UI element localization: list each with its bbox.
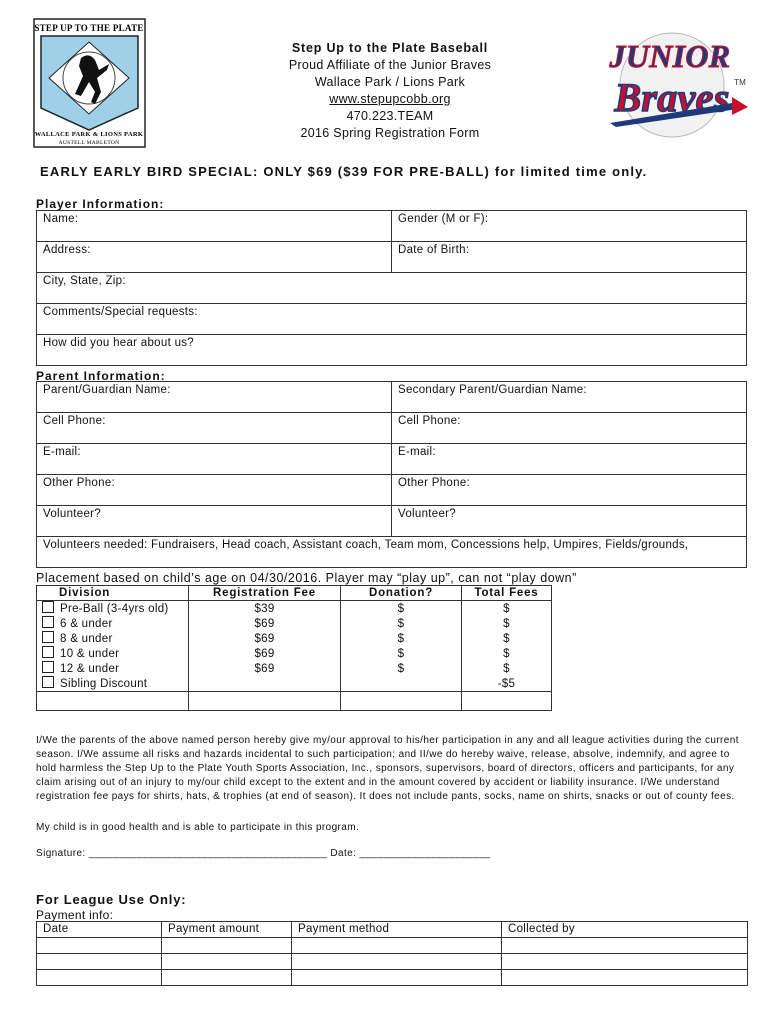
fees-table [36,585,552,711]
form-header [220,40,560,142]
col-payment-amount: Payment amount [162,922,292,938]
website-link[interactable]: www.stepupcobb.org [329,92,451,106]
division-label: Sibling Discount [60,678,148,690]
trademark-text: TM [734,78,747,87]
left-logo-bottom-text1: WALLACE PARK & LIONS PARK [34,131,144,138]
fee-row [37,601,552,617]
fee-value: $69 [189,616,341,631]
fee-row [37,616,552,631]
total-field[interactable]: $ [462,601,552,617]
fee-row [37,646,552,661]
payment-row [37,970,748,986]
col-date: Date [37,922,162,938]
donation-field[interactable] [341,676,462,692]
player-info-heading: Player Information: [36,197,165,211]
payment-info-label: Payment info: [36,908,114,922]
col-division: Division [37,586,189,601]
left-logo-bottom-text2: AUSTELL MABLETON [58,140,120,146]
left-logo-top-text: STEP UP TO THE PLATE [34,23,144,33]
checkbox-12-under[interactable] [42,661,54,673]
total-field[interactable]: $ [462,631,552,646]
volunteer-field-2[interactable]: Volunteer? [392,506,747,537]
fee-value: $69 [189,661,341,676]
parent-info-heading: Parent Information: [36,369,166,383]
gender-field[interactable]: Gender (M or F): [392,211,747,242]
division-label: Pre-Ball (3-4yrs old) [60,603,169,615]
email-field-2[interactable]: E-mail: [392,444,747,475]
hear-about-us-field[interactable]: How did you hear about us? [37,335,747,366]
org-title: Step Up to the Plate Baseball [291,41,489,55]
right-logo-top-text: JUNIOR [609,38,731,74]
comments-field[interactable]: Comments/Special requests: [37,304,747,335]
cell-phone-field-1[interactable]: Cell Phone: [37,413,392,444]
total-field[interactable]: $ [462,646,552,661]
cell-phone-field-2[interactable]: Cell Phone: [392,413,747,444]
payment-table [36,921,748,986]
grand-total-field[interactable] [462,692,552,711]
right-logo-script-text: Braves [614,75,730,120]
address-field[interactable]: Address: [37,242,392,273]
other-phone-field-2[interactable]: Other Phone: [392,475,747,506]
signature-line[interactable]: Signature: ________________________________________ Date: ______________________ [36,848,491,859]
early-bird-special: EARLY EARLY BIRD SPECIAL: ONLY $69 ($39 FOR PRE-BALL) for limited time only. [40,164,648,179]
fee-value [189,676,341,692]
checkbox-10-under[interactable] [42,646,54,658]
col-donation: Donation? [341,586,462,601]
parks-line: Wallace Park / Lions Park [314,75,466,89]
donation-field[interactable]: $ [341,631,462,646]
fee-value: $69 [189,631,341,646]
col-collected-by: Collected by [502,922,748,938]
fee-value: $39 [189,601,341,617]
secondary-guardian-field[interactable]: Secondary Parent/Guardian Name: [392,382,747,413]
other-phone-field-1[interactable]: Other Phone: [37,475,392,506]
total-field[interactable]: -$5 [462,676,552,692]
checkbox-sibling-discount[interactable] [42,676,54,688]
city-state-zip-field[interactable]: City, State, Zip: [37,273,747,304]
fee-total-row [37,692,552,711]
volunteer-field-1[interactable]: Volunteer? [37,506,392,537]
league-use-heading: For League Use Only: [36,892,187,907]
col-registration-fee: Registration Fee [189,586,341,601]
fee-row [37,631,552,646]
dob-field[interactable]: Date of Birth: [392,242,747,273]
junior-braves-logo [592,23,752,148]
donation-field[interactable]: $ [341,601,462,617]
checkbox-6-under[interactable] [42,616,54,628]
volunteers-needed: Volunteers needed: Fundraisers, Head coach, Assistant coach, Team mom, Concessions help, Umpires, Fields/grounds, [37,537,747,568]
division-label: 10 & under [60,648,120,660]
donation-field[interactable]: $ [341,661,462,676]
player-info-table [36,210,747,366]
guardian-name-field[interactable]: Parent/Guardian Name: [37,382,392,413]
total-field[interactable]: $ [462,616,552,631]
fee-row [37,661,552,676]
checkbox-pre-ball[interactable] [42,601,54,613]
division-label: 12 & under [60,663,120,675]
step-up-to-the-plate-logo [33,18,146,148]
total-field[interactable]: $ [462,661,552,676]
col-total-fees: Total Fees [462,586,552,601]
donation-field[interactable]: $ [341,616,462,631]
parent-info-table [36,381,747,568]
email-field-1[interactable]: E-mail: [37,444,392,475]
fee-row [37,676,552,692]
name-field[interactable]: Name: [37,211,392,242]
division-label: 6 & under [60,618,113,630]
payment-row [37,954,748,970]
donation-field[interactable]: $ [341,646,462,661]
placement-note: Placement based on child’s age on 04/30/2016. Player may “play up”, can not “play down” [36,571,577,585]
col-payment-method: Payment method [292,922,502,938]
fee-value: $69 [189,646,341,661]
health-statement: My child is in good health and is able to participate in this program. [36,822,360,833]
checkbox-8-under[interactable] [42,631,54,643]
phone-line: 470.223.TEAM [346,109,434,123]
form-name: 2016 Spring Registration Form [300,126,480,140]
division-label: 8 & under [60,633,113,645]
liability-waiver: I/We the parents of the above named person hereby give my/our approval to his/her participation in any and all league activities during the current season. I/We assume all risks and hazards incidental to such participation; and II/we do hereby waive, release, absolve, indemnify, and agree to hold harmless the Step Up to the Plate Youth Sports Association, Inc., sponsors, supervisors, board of directors, officers and participants, for any claim arising out of an injury to my/our child except to the extent and in the amount covered by accident or liability insurance. I/We understand registration fee pays for shirts, hats, & trophies (at end of season). It does not include pants, socks, name on shirts, snacks or out of county fees. [36,735,739,802]
affiliate-line: Proud Affiliate of the Junior Braves [288,58,492,72]
payment-row [37,938,748,954]
